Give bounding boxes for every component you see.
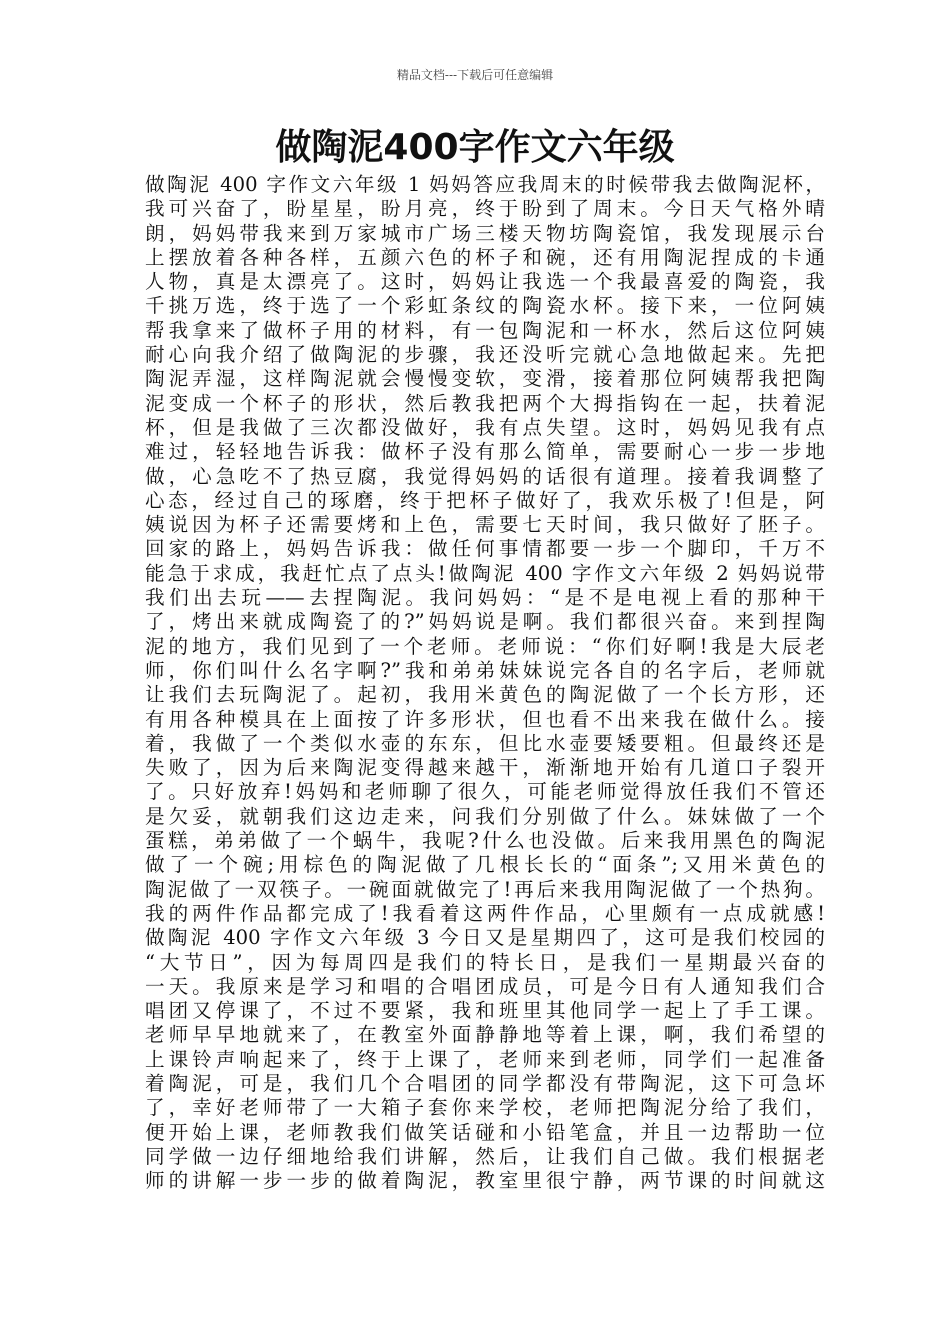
body-text-line: 上摆放着各种各样，五颜六色的杯子和碗，还有用陶泥捏成的卡通 <box>145 245 825 269</box>
body-text-line: 陶泥弄湿，这样陶泥就会慢慢变软，变滑，接着那位阿姨帮我把陶 <box>145 367 825 391</box>
body-text-line: 我可兴奋了，盼星星，盼月亮，终于盼到了周末。今日天气格外晴 <box>145 197 825 221</box>
body-text-line: 回家的路上，妈妈告诉我：做任何事情都要一步一个脚印，千万不 <box>145 537 825 561</box>
body-text-line: 让我们去玩陶泥了。起初，我用米黄色的陶泥做了一个长方形，还 <box>145 683 825 707</box>
body-text-line: 了，幸好老师带了一大箱子套你来学校，老师把陶泥分给了我们， <box>145 1096 825 1120</box>
body-text-line: 泥变成一个杯子的形状，然后教我把两个大拇指钩在一起，扶着泥 <box>145 391 825 415</box>
body-text-line: 能急于求成，我赶忙点了点头!做陶泥 400 字作文六年级 2 妈妈说带 <box>145 561 825 585</box>
body-text-line: 了，烤出来就成陶瓷了的?”妈妈说是啊。我们都很兴奋。来到捏陶 <box>145 610 825 634</box>
body-text-line: 师，你们叫什么名字啊?”我和弟弟妹妹说完各自的名字后，老师就 <box>145 658 825 682</box>
body-text-line: 着陶泥，可是，我们几个合唱团的同学都没有带陶泥，这下可急坏 <box>145 1071 825 1095</box>
body-text-line: 人物，真是太漂亮了。这时，妈妈让我选一个我最喜爱的陶瓷，我 <box>145 270 825 294</box>
body-text-line: 一天。我原来是学习和唱的合唱团成员，可是今日有人通知我们合 <box>145 974 825 998</box>
document-body <box>145 173 825 1193</box>
body-text-line: 同学做一边仔细地给我们讲解，然后，让我们自己做。我们根据老 <box>145 1144 825 1168</box>
body-text-line: 杯，但是我做了三次都没做好，我有点失望。这时，妈妈见我有点 <box>145 415 825 439</box>
body-text-line: 蛋糕，弟弟做了一个蜗牛，我呢?什么也没做。后来我用黑色的陶泥 <box>145 829 825 853</box>
body-text-line: 朗，妈妈带我来到万家城市广场三楼天物坊陶瓷馆，我发现展示台 <box>145 221 825 245</box>
body-text-line: 做了一个碗;用棕色的陶泥做了几根长长的“面条”;又用米黄色的 <box>145 853 825 877</box>
body-text-line: 我的两件作品都完成了!我看着这两件作品，心里颇有一点成就感! <box>145 901 825 925</box>
body-text-line: 帮我拿来了做杯子用的材料，有一包陶泥和一杯水，然后这位阿姨 <box>145 318 825 342</box>
body-text-line: 做陶泥 400 字作文六年级 3 今日又是星期四了，这可是我们校园的 <box>145 926 825 950</box>
body-text-line: 陶泥做了一双筷子。一碗面就做完了!再后来我用陶泥做了一个热狗。 <box>145 877 825 901</box>
body-text-line: 了。只好放弃!妈妈和老师聊了很久，可能老师觉得放任我们不管还 <box>145 780 825 804</box>
body-text-line: 做，心急吃不了热豆腐，我觉得妈妈的话很有道理。接着我调整了 <box>145 464 825 488</box>
body-text-line: 唱团又停课了，不过不要紧，我和班里其他同学一起上了手工课。 <box>145 999 825 1023</box>
body-text-line: 泥的地方，我们见到了一个老师。老师说：“你们好啊!我是大辰老 <box>145 634 825 658</box>
body-text-line: 老师早早地就来了，在教室外面静静地等着上课，啊，我们希望的 <box>145 1023 825 1047</box>
page-header: 精品文档---下载后可任意编辑 <box>396 68 554 82</box>
body-text-line: 我们出去玩——去捏陶泥。我问妈妈：“是不是电视上看的那种干 <box>145 586 825 610</box>
body-text-line: 姨说因为杯子还需要烤和上色，需要七天时间，我只做好了胚子。 <box>145 513 825 537</box>
body-text-line: 心态，经过自己的琢磨，终于把杯子做好了，我欢乐极了!但是，阿 <box>145 488 825 512</box>
body-text-line: 失败了，因为后来陶泥变得越来越干，渐渐地开始有几道口子裂开 <box>145 756 825 780</box>
body-text-line: 耐心向我介绍了做陶泥的步骤，我还没听完就心急地做起来。先把 <box>145 343 825 367</box>
body-text-line: 便开始上课，老师教我们做笑话碰和小铅笔盒，并且一边帮助一位 <box>145 1120 825 1144</box>
body-text-line: 千挑万选，终于选了一个彩虹条纹的陶瓷水杯。接下来，一位阿姨 <box>145 294 825 318</box>
body-text-line: 有用各种模具在上面按了许多形状，但也看不出来我在做什么。接 <box>145 707 825 731</box>
body-text-line: 难过，轻轻地告诉我：做杯子没有那么简单，需要耐心一步一步地 <box>145 440 825 464</box>
document-title: 做陶泥400字作文六年级 <box>275 127 675 168</box>
body-text-line: “大节日”，因为每周四是我们的特长日，是我们一星期最兴奋的 <box>145 950 825 974</box>
body-text-line: 做陶泥 400 字作文六年级 1 妈妈答应我周末的时候带我去做陶泥杯， <box>145 173 825 196</box>
body-text-line: 是欠妥，就朝我们这边走来，问我们分别做了什么。妹妹做了一个 <box>145 804 825 828</box>
body-text-line: 师的讲解一步一步的做着陶泥，教室里很宁静，两节课的时间就这 <box>145 1169 825 1193</box>
body-text-line: 着，我做了一个类似水壶的东东，但比水壶要矮要粗。但最终还是 <box>145 731 825 755</box>
body-text-line: 上课铃声响起来了，终于上课了，老师来到老师，同学们一起准备 <box>145 1047 825 1071</box>
